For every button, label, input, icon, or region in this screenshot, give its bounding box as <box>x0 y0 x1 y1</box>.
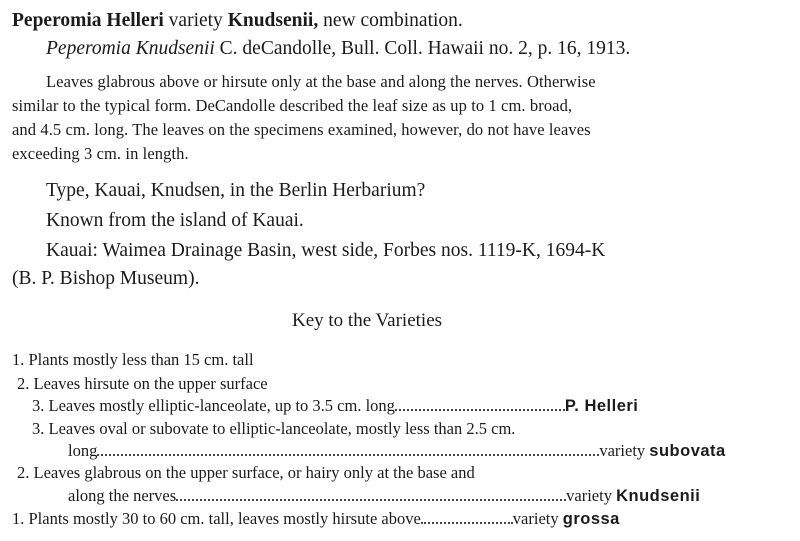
description-line: exceeding 3 cm. in length. <box>12 144 189 163</box>
description-line: Leaves glabrous above or hirsute only at the base and along the nerves. Otherwise <box>46 72 596 91</box>
leader-dots <box>176 487 566 501</box>
leader-dots <box>395 397 565 411</box>
leader-dots <box>421 510 513 524</box>
key-couplet-2b: 2. Leaves glabrous on the upper surface, or hairy only at the base and <box>17 463 475 482</box>
rank-word: variety <box>599 441 646 460</box>
key-couplet-3b: 3. Leaves oval or subovate to elliptic-lanceolate, mostly less than 2.5 cm. <box>32 419 516 438</box>
key-lead-text: long <box>68 441 98 460</box>
locality-line: (B. P. Bishop Museum). <box>12 268 200 289</box>
nomenclatural-status: new combination. <box>318 10 463 31</box>
description-line: and 4.5 cm. long. The leaves on the specimens examined, however, do not have leaves <box>12 120 591 139</box>
synonym-citation: C. deCandolle, Bull. Coll. Hawaii no. 2, p. 16, 1913. <box>214 38 631 59</box>
rank-word: variety <box>163 10 228 31</box>
key-couplet-1a: 1. Plants mostly less than 15 cm. tall <box>12 350 254 369</box>
key-result: P. Helleri <box>564 397 639 415</box>
distribution-line: Known from the island of Kauai. <box>46 210 304 231</box>
locality-line: Kauai: Waimea Drainage Basin, west side, Forbes nos. 1119-K, 1694-K <box>46 240 606 261</box>
rank-word: variety <box>566 486 612 505</box>
key-couplet-2b-continued <box>68 486 700 506</box>
rank-word: variety <box>512 509 559 528</box>
key-lead-text: along the nerves <box>68 486 177 505</box>
key-couplet-3b-continued <box>68 441 726 461</box>
key-result: subovata <box>649 442 726 460</box>
synonym-name: Peperomia Knudsenii <box>46 38 215 59</box>
synonym-line <box>46 38 630 60</box>
key-title: Key to the Varieties <box>292 310 443 331</box>
key-lead-text: 1. Plants mostly 30 to 60 cm. tall, leaves mostly hirsute above <box>12 509 421 528</box>
key-result: Knudsenii <box>616 487 701 505</box>
species-name: Peperomia Helleri <box>12 10 164 31</box>
leader-dots <box>97 442 599 456</box>
key-couplet-1b <box>12 509 620 529</box>
key-result: grossa <box>562 510 620 528</box>
key-lead-text: 3. Leaves mostly elliptic-lanceolate, up to 3.5 cm. long <box>32 396 395 415</box>
species-heading <box>12 10 463 32</box>
key-couplet-3a <box>32 396 638 416</box>
type-line: Type, Kauai, Knudsen, in the Berlin Herbarium? <box>46 180 426 201</box>
variety-name: Knudsenii, <box>227 10 319 31</box>
description-line: similar to the typical form. DeCandolle described the leaf size as up to 1 cm. broad, <box>12 96 573 115</box>
key-couplet-2a: 2. Leaves hirsute on the upper surface <box>17 374 268 393</box>
